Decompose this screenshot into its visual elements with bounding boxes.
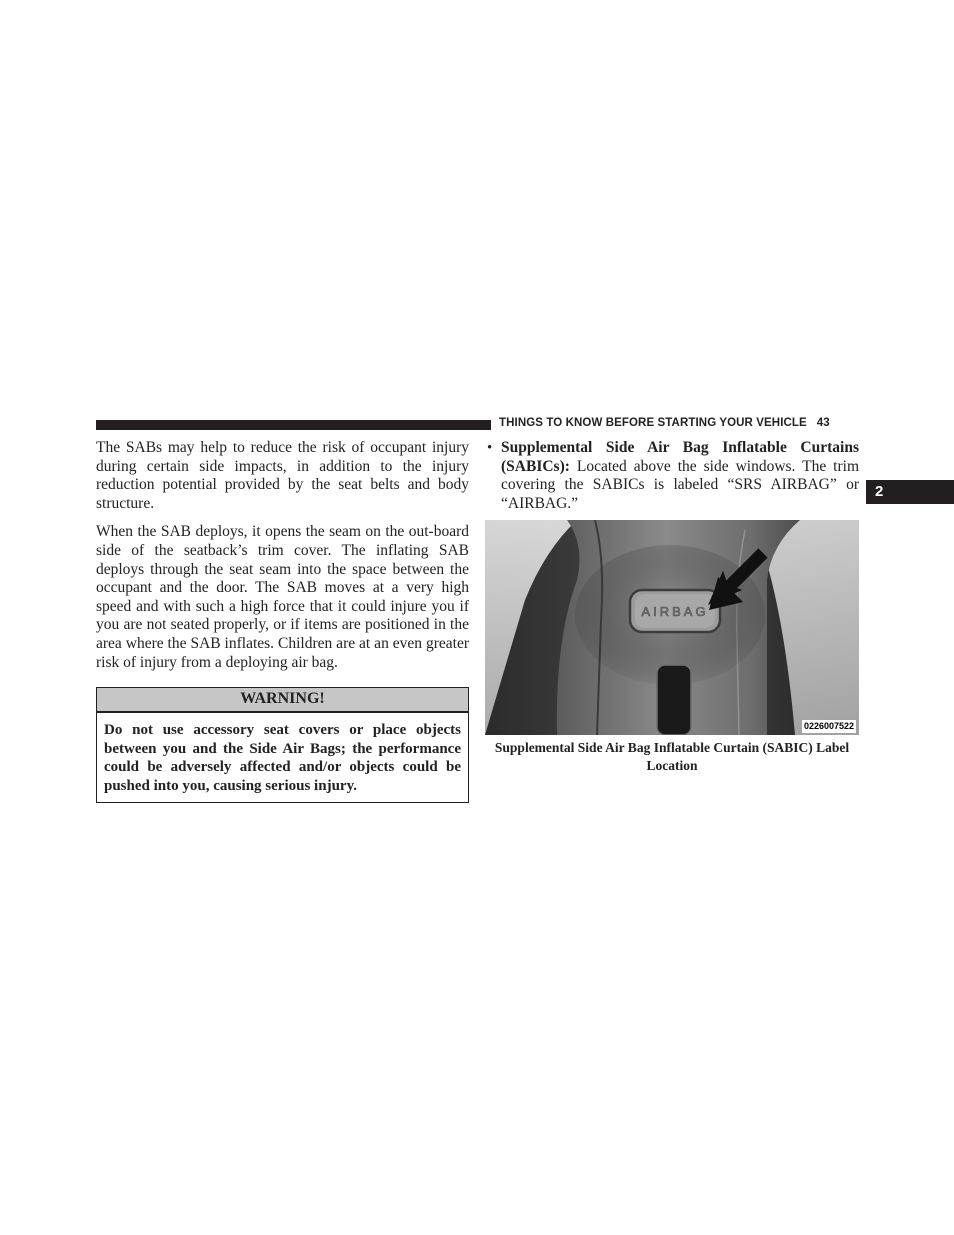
header-title: THINGS TO KNOW BEFORE STARTING YOUR VEHICLE xyxy=(499,417,807,429)
airbag-label-text: AIRBAG xyxy=(641,604,709,620)
bullet-icon: • xyxy=(487,440,493,456)
paragraph-sab-risk: The SABs may help to reduce the risk of occupant injury during certain side impacts, in addition to the injury reduction potential provided by the seat belts and body structure. xyxy=(96,439,469,512)
warning-body: Do not use accessory seat covers or place objects between you and the Side Air Bags; the performance could be adversely affected and/or objects could be pushed into you, causing serious injury. xyxy=(104,722,461,794)
list-item-sabic xyxy=(485,439,859,513)
header-bar xyxy=(96,420,491,430)
sabic-label-figure xyxy=(485,520,859,735)
page-number: 43 xyxy=(816,417,830,429)
left-column xyxy=(96,439,469,803)
right-column xyxy=(485,439,859,775)
bullet-title: Supplemental Side Air Bag Inflatable Curtains (SABICs): xyxy=(501,439,859,475)
paragraph-sab-deploys: When the SAB deploys, it opens the seam on the out-board side of the seatback’s trim cover. The inflating SAB deploys through the seat seam into the space between the occupant and the door. The SAB moves at a very high speed and with such a high force that it could injure you if you are not seated properly, or if items are positioned in the area where the SAB inflates. Children are at an even greater risk of injury from a deploying air bag. xyxy=(96,523,469,671)
pillar-illustration xyxy=(485,520,859,735)
warning-heading: WARNING! xyxy=(97,688,468,713)
running-header xyxy=(499,417,859,429)
bullet-paragraph xyxy=(501,439,859,513)
bullet-text: Located above the side windows. The trim covering the SABICs is labeled “SRS AIRBAG” or “AIRBAG.” xyxy=(501,457,859,512)
figure-code: 0226007522 xyxy=(803,721,854,732)
warning-box xyxy=(96,687,469,803)
figure-caption: Supplemental Side Air Bag Inflatable Curtain (SABIC) Label Location xyxy=(494,740,850,774)
chapter-tab: 2 xyxy=(866,480,954,504)
